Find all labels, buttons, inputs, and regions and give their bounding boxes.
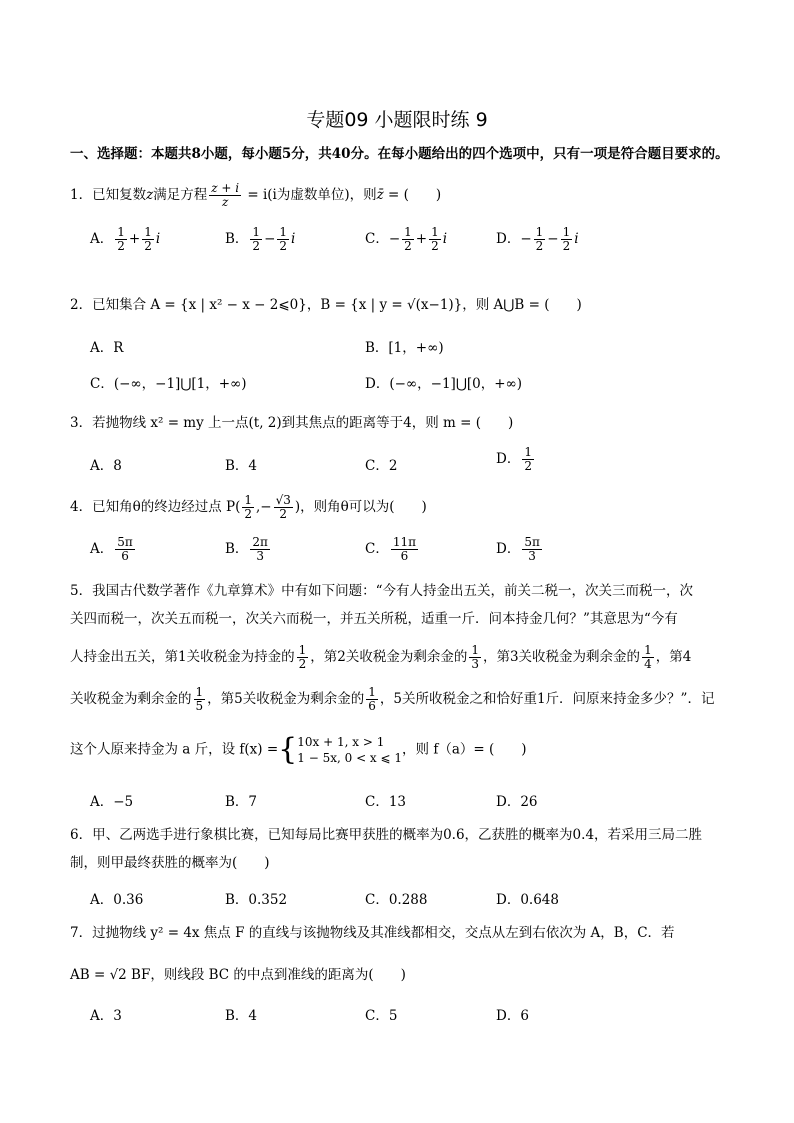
q1-z: z bbox=[146, 187, 154, 203]
q1-option-c[interactable]: C．− $\frac{1}{2}$ + $\frac{1}{2}$ i bbox=[365, 225, 448, 253]
q1-mid: 满足方程 bbox=[153, 187, 208, 203]
q2-option-c[interactable]: C．(−∞，−1]⋃[1，+∞) bbox=[90, 376, 247, 392]
q6-option-c[interactable]: C．0.288 bbox=[365, 892, 428, 908]
q4-options bbox=[90, 536, 730, 568]
q1-option-d[interactable]: D．− $\frac{1}{2}$ − $\frac{1}{2}$ i bbox=[496, 225, 579, 253]
q5-line-2: 关四而税一，次关五而税一，次关六而税一，并五关所税，适重一斤．问本持金几何？”其意思为“今有 bbox=[70, 611, 678, 627]
q1-options bbox=[90, 226, 730, 258]
q5-option-b[interactable]: B．7 bbox=[225, 794, 258, 810]
q4-option-d[interactable]: D． $\frac{5\pi}{3}$ bbox=[496, 535, 540, 563]
question-4: 4．已知角θ的终边经过点 P( $\frac{1}{2}$ ,− $\frac{√3}{2}$ )，则角θ可以为( ) bbox=[70, 493, 427, 521]
q6-option-a[interactable]: A．0.36 bbox=[90, 892, 144, 908]
q7-option-b[interactable]: B．4 bbox=[225, 1008, 258, 1024]
section-heading: 一、选择题：本题共8小题，每小题5分，共40分。在每小题给出的四个选项中，只有一项是符合题目要求的。 bbox=[70, 146, 729, 162]
q5-line-4: 关收税金为剩余金的 $\frac{1}{5}$ ，第5关收税金为剩余金的 $\frac{1}{6}$ ，5关所收税金之和恰好重1斤．问原来持金多少？”．记 bbox=[70, 685, 715, 713]
q3-option-c[interactable]: C．2 bbox=[365, 458, 398, 474]
q2-option-a[interactable]: A．R bbox=[90, 340, 124, 356]
q7-option-d[interactable]: D．6 bbox=[496, 1008, 529, 1024]
q7-option-a[interactable]: A．3 bbox=[90, 1008, 122, 1024]
q5-option-a[interactable]: A．−5 bbox=[90, 794, 134, 810]
q1-eq: = i(i为虚数单位)，则 bbox=[243, 187, 377, 203]
q4-option-c[interactable]: C． $\frac{11\pi}{6}$ bbox=[365, 535, 416, 563]
q5-line-3: 人持金出五关，第1关收税金为持金的 $\frac{1}{2}$ ，第2关收税金为剩余金的 $\frac{1}{3}$ ，第3关收税金为剩余金的 $\frac{1}{4}$ ，第4 bbox=[70, 643, 692, 671]
q1-option-a[interactable]: A． $\frac{1}{2}$ + $\frac{1}{2}$ i bbox=[90, 225, 161, 253]
q3-option-a[interactable]: A．8 bbox=[90, 458, 122, 474]
q1-zbar: z̄ bbox=[376, 187, 384, 203]
question-1 bbox=[70, 182, 735, 209]
q4-option-a[interactable]: A． $\frac{5\pi}{6}$ bbox=[90, 535, 133, 563]
q1-tail: = ( ) bbox=[383, 187, 442, 203]
q1-pre: 1．已知复数 bbox=[70, 187, 147, 203]
q2-option-b[interactable]: B．[1，+∞) bbox=[365, 340, 444, 356]
q6-line-2: 制，则甲最终获胜的概率为( ) bbox=[70, 855, 270, 871]
q7-option-c[interactable]: C．5 bbox=[365, 1008, 398, 1024]
q1-option-b[interactable]: B． $\frac{1}{2}$ − $\frac{1}{2}$ i bbox=[225, 225, 296, 253]
q2-option-d[interactable]: D．(−∞，−1]⋃[0，+∞) bbox=[365, 376, 523, 392]
question-2: 2．已知集合 A = {x | x² − x − 2⩽0}，B = {x | y = √(x−1)}，则 A⋃B = ( ) bbox=[70, 297, 582, 313]
q5-line-1: 5．我国古代数学著作《九章算术》中有如下问题：“今有人持金出五关，前关二税一，次关三而税一，次 bbox=[70, 583, 693, 599]
q1-fraction: $\frac{z + i}{z}$ bbox=[211, 181, 240, 209]
q3-option-d[interactable]: D． $\frac{1}{2}$ bbox=[496, 445, 532, 473]
q6-line-1: 6．甲、乙两选手进行象棋比赛，已知每局比赛甲获胜的概率为0.6，乙获胜的概率为0.4，若采用三局二胜 bbox=[70, 827, 703, 843]
q3-option-b[interactable]: B．4 bbox=[225, 458, 258, 474]
q5-option-d[interactable]: D．26 bbox=[496, 794, 538, 810]
q4-option-b[interactable]: B． $\frac{2\pi}{3}$ bbox=[225, 535, 268, 563]
q5-line-5: 这个人原来持金为 a 斤，设 f(x) ={ 10x + 1, x > 1 1 − 5x, 0 < x ⩽ 1 ，则 f（a）= ( ) bbox=[70, 732, 527, 767]
q7-line-2: AB = √2 BF，则线段 BC 的中点到准线的距离为( ) bbox=[70, 967, 406, 983]
q5-option-c[interactable]: C．13 bbox=[365, 794, 407, 810]
question-3: 3．若抛物线 x² = my 上一点(t, 2)到其焦点的距离等于4，则 m = ( ) bbox=[70, 415, 514, 431]
page-title: 专题09 小题限时练 9 bbox=[306, 109, 488, 131]
q6-option-b[interactable]: B．0.352 bbox=[225, 892, 288, 908]
q7-line-1: 7．过抛物线 y² = 4x 焦点 F 的直线与该抛物线及其准线都相交，交点从左到右依次为 A，B，C．若 bbox=[70, 925, 675, 941]
q6-option-d[interactable]: D．0.648 bbox=[496, 892, 559, 908]
